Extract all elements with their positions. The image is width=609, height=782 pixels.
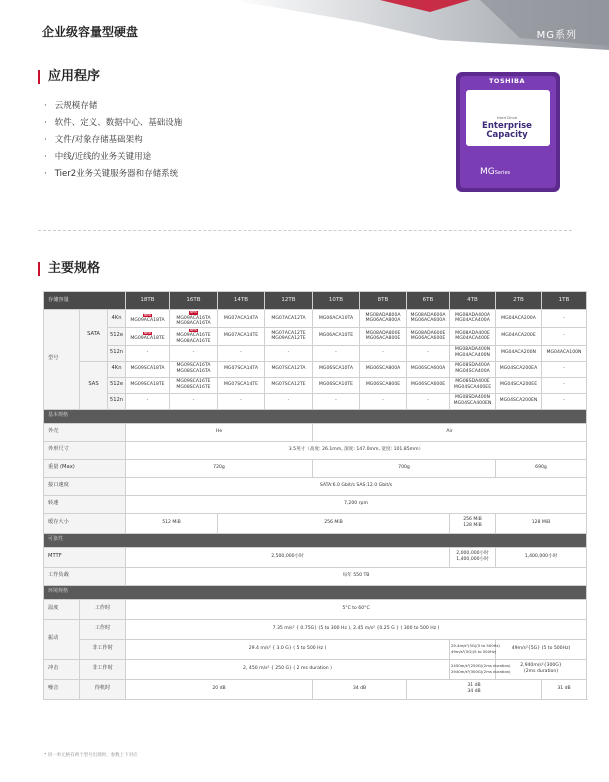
- new-badge: NEW: [189, 327, 198, 332]
- vibration-nonop-value: 29.4 m/s² { 3.0 G} ( 5 to 500 Hz ): [126, 639, 450, 659]
- list-item: · 云规模存储: [44, 98, 182, 115]
- mttf-row: [44, 547, 587, 567]
- shock-sub: 非工作时: [80, 659, 126, 679]
- format-label: 512n: [108, 393, 126, 409]
- model-cell: MG08ADA800A MG06ACA800A: [360, 310, 407, 328]
- model-cell: MG06SCA10TA: [313, 361, 360, 377]
- model-cell: -: [170, 393, 218, 409]
- drive-label-line1: Enterprise: [482, 121, 532, 131]
- weight-label: 重量 (Max): [44, 459, 126, 477]
- model-cell: MG08ADA400A MG04ACA400A: [450, 310, 496, 328]
- model-row: [44, 310, 587, 328]
- vibration-label: 振动: [44, 619, 80, 659]
- band-basic-label: 基本规格: [44, 409, 587, 423]
- model-cell: MG09SCA16TE MG08SCA16TE: [170, 377, 218, 393]
- section-divider: [38, 230, 572, 231]
- spec-table: [43, 291, 587, 700]
- model-cell: MG08ADA400N MG04ACA400N: [450, 345, 496, 361]
- list-item: · 软件、定义、数据中心、基础设施: [44, 115, 182, 132]
- weight-value: 720g: [126, 459, 313, 477]
- temperature-label: 温度: [44, 599, 80, 619]
- weight-row: [44, 459, 587, 477]
- model-cell: MG06SCA800A: [360, 361, 407, 377]
- mttf-value: 1,400,000小时: [496, 547, 587, 567]
- capacity-cell: 8TB: [360, 292, 407, 310]
- model-cell: NEW MG09ACA18TE: [126, 327, 170, 345]
- rpm-row: [44, 495, 587, 513]
- interface-type-label: SAS: [80, 361, 108, 409]
- model-cell: MG04SCA200EA: [496, 361, 542, 377]
- vibration-nonop-right: 49m/s²{5G} (5 to 500Hz): [496, 639, 587, 659]
- capacity-label: 存储容量: [44, 292, 126, 310]
- cache-value: 256 MiB 128 MiB: [450, 513, 496, 533]
- cache-row: [44, 513, 587, 533]
- list-item: · 文件/对象存储基础架构: [44, 132, 182, 149]
- workload-value: 每年 550 TB: [126, 567, 587, 585]
- list-item: · 中线/近线的业务关键用途: [44, 149, 182, 166]
- model-row: [44, 361, 587, 377]
- enclosure-label: 外壳: [44, 423, 126, 441]
- model-cell: MG08ADA400E MG04ACA400E: [450, 327, 496, 345]
- mttf-value: 2,000,000小时 1,400,000小时: [450, 547, 496, 567]
- model-cell: MG08SDA400N MG04SCA400EN: [450, 393, 496, 409]
- vibration-op-value: 7.35 m/s² { 0.75G} (5 to 300 Hz ), 2.45 m/s² {0.25 G } ( 300 to 500 Hz ): [126, 619, 587, 639]
- cache-label: 缓存大小: [44, 513, 126, 533]
- noise-value: 31 dB: [542, 679, 587, 699]
- model-cell: MG07ACA14TA: [218, 310, 265, 328]
- model-cell: -: [542, 361, 587, 377]
- noise-value: 31 dB 34 dB: [407, 679, 542, 699]
- capacity-cell: 4TB: [450, 292, 496, 310]
- applications-list: [44, 98, 182, 183]
- drive-series-label: [480, 167, 510, 177]
- weight-value: 690g: [496, 459, 587, 477]
- cache-value: 512 MiB: [126, 513, 218, 533]
- workload-row: [44, 567, 587, 585]
- new-badge: NEW: [143, 330, 152, 335]
- drive-brand: TOSHIBA: [489, 77, 525, 85]
- format-label: 512e: [108, 327, 126, 345]
- mttf-value: 2,500,000小时: [126, 547, 450, 567]
- model-cell: MG09SCA16TA MG08SCA16TA: [170, 361, 218, 377]
- applications-heading: 应用程序: [38, 70, 100, 84]
- capacity-cell: 10TB: [313, 292, 360, 310]
- model-cell: MG09SCA18TE: [126, 377, 170, 393]
- model-cell: MG07ACA14TE: [218, 327, 265, 345]
- band-basic: [44, 409, 587, 423]
- workload-label: 工作负载: [44, 567, 126, 585]
- interface-type-label: SATA: [80, 310, 108, 362]
- model-cell: MG06SCA10TE: [313, 377, 360, 393]
- drive-label-small: Hard Drive: [496, 115, 518, 120]
- model-cell: -: [126, 393, 170, 409]
- new-badge: NEW: [143, 312, 152, 317]
- noise-sub: 待机时: [80, 679, 126, 699]
- band-environment-label: 环境规格: [44, 585, 587, 599]
- capacity-cell: 6TB: [407, 292, 450, 310]
- series-tag: MG系列: [536, 30, 577, 41]
- capacity-cell: 16TB: [170, 292, 218, 310]
- model-rows: [44, 310, 587, 410]
- vibration-op-row: [44, 619, 587, 639]
- drive-series-suffix: Series: [494, 170, 511, 176]
- format-label: 512n: [108, 345, 126, 361]
- model-cell: MG08ADA600A MG06ACA600A: [407, 310, 450, 328]
- shock-value: 2, 450 m/s² { 250 G} ( 2 ms duration ): [126, 659, 450, 679]
- band-environment: [44, 585, 587, 599]
- hard-drive-image: [452, 70, 562, 194]
- vibration-nonop-small: 29.4m/s²(3G)(5 to 500Hz) 49m/s²(5G)(5 to 500Hz): [450, 639, 496, 659]
- drive-series-name: MG: [480, 167, 495, 177]
- model-cell: MG07ACA12TE MG09ACA12TE: [265, 327, 313, 345]
- model-cell: MG06SCA800E: [360, 377, 407, 393]
- format-label: 4Kn: [108, 361, 126, 377]
- shock-right: 2,940m/s²{300G} (2ms duration): [496, 659, 587, 679]
- temperature-sub: 工作时: [80, 599, 126, 619]
- interface-value: SATA:6.0 Gbit/s SAS:12.0 Gbit/s: [126, 477, 587, 495]
- model-cell: MG08ADA600E MG06ACA600E: [407, 327, 450, 345]
- model-cell: -: [313, 345, 360, 361]
- model-cell: MG04ACA200A: [496, 310, 542, 328]
- model-cell: MG07SCA12TE: [265, 377, 313, 393]
- vibration-sub-op: 工作时: [80, 619, 126, 639]
- model-cell: MG04SCA200EE: [496, 377, 542, 393]
- cache-value: 256 MiB: [218, 513, 450, 533]
- noise-value: 20 dB: [126, 679, 313, 699]
- model-cell: -: [542, 393, 587, 409]
- model-cell: -: [360, 393, 407, 409]
- capacity-cell: 2TB: [496, 292, 542, 310]
- model-cell: NEW MG09ACA18TA: [126, 310, 170, 328]
- cache-value: 128 MiB: [496, 513, 587, 533]
- model-cell: -: [170, 345, 218, 361]
- mttf-label: MTTF: [44, 547, 126, 567]
- model-row: [44, 327, 587, 345]
- model-cell: MG07ACA12TA: [265, 310, 313, 328]
- temperature-row: [44, 599, 587, 619]
- model-cell: MG06ACA10TE: [313, 327, 360, 345]
- model-row: [44, 393, 587, 409]
- model-row: [44, 377, 587, 393]
- model-cell: -: [126, 345, 170, 361]
- rpm-value: 7,200 rpm: [126, 495, 587, 513]
- model-cell: NEW MG09ACA16TE MG08ACA16TE: [170, 327, 218, 345]
- specs-heading: 主要规格: [38, 262, 100, 276]
- format-label: 512e: [108, 377, 126, 393]
- rpm-label: 转速: [44, 495, 126, 513]
- model-cell: MG07SCA14TA: [218, 361, 265, 377]
- model-cell: MG06SCA600E: [407, 377, 450, 393]
- interface-row: [44, 477, 587, 495]
- model-cell: -: [265, 393, 313, 409]
- model-cell: -: [313, 393, 360, 409]
- model-label: 型号: [44, 310, 80, 410]
- model-cell: -: [218, 345, 265, 361]
- new-badge: NEW: [189, 310, 198, 314]
- model-cell: MG04ACA100N: [542, 345, 587, 361]
- model-cell: MG04ACA200E: [496, 327, 542, 345]
- drive-label-line2: Capacity: [486, 130, 528, 140]
- model-cell: MG07SCA12TA: [265, 361, 313, 377]
- dimensions-row: [44, 441, 587, 459]
- enclosure-air: Air: [313, 423, 587, 441]
- model-cell: -: [265, 345, 313, 361]
- shock-row: [44, 659, 587, 679]
- dimensions-label: 外形尺寸: [44, 441, 126, 459]
- model-cell: MG08ADA800E MG06ACA800E: [360, 327, 407, 345]
- model-cell: MG08SDA400E MG04SCA400EE: [450, 377, 496, 393]
- band-reliability: [44, 533, 587, 547]
- temperature-value: 5°C to 60°C: [126, 599, 587, 619]
- capacity-cell: 1TB: [542, 292, 587, 310]
- enclosure-row: [44, 423, 587, 441]
- model-cell: NEW MG09ACA16TA MG08ACA16TA: [170, 310, 218, 328]
- model-cell: -: [218, 393, 265, 409]
- noise-label: 噪音: [44, 679, 80, 699]
- weight-value: 700g: [313, 459, 496, 477]
- format-label: 4Kn: [108, 310, 126, 328]
- noise-value: 34 dB: [313, 679, 407, 699]
- shock-small: 2450m/s²(250G)(2ms duration) 2940m/s²(300G)(2ms duration): [450, 659, 496, 679]
- model-cell: MG08SDA400A MG04SCA400A: [450, 361, 496, 377]
- model-cell: MG04ACA200N: [496, 345, 542, 361]
- model-cell: -: [407, 393, 450, 409]
- interface-label: 接口速度: [44, 477, 126, 495]
- list-item: · Tier2业务关键服务器和存储系统: [44, 166, 182, 183]
- capacity-cell: 18TB: [126, 292, 170, 310]
- model-cell: -: [542, 377, 587, 393]
- model-cell: -: [542, 327, 587, 345]
- model-cell: MG07SCA14TE: [218, 377, 265, 393]
- model-cell: MG09SCA18TA: [126, 361, 170, 377]
- page-title: 企业级容量型硬盘: [42, 25, 139, 39]
- footnote: * 同一单元格有两个型号出现时，参数上下对应: [44, 753, 138, 758]
- enclosure-he: He: [126, 423, 313, 441]
- capacity-header-row: [44, 292, 587, 310]
- band-reliability-label: 可靠性: [44, 533, 587, 547]
- model-cell: -: [407, 345, 450, 361]
- shock-label: 冲击: [44, 659, 80, 679]
- model-cell: -: [542, 310, 587, 328]
- vibration-sub-nonop: 非工作时: [80, 639, 126, 659]
- model-row: [44, 345, 587, 361]
- model-cell: -: [360, 345, 407, 361]
- dimensions-value: 3.5英寸（高度: 26.1mm, 深度: 147.0mm, 宽度: 101.85mm）: [126, 441, 587, 459]
- capacity-cell: 12TB: [265, 292, 313, 310]
- vibration-nonop-row: [44, 639, 587, 659]
- model-cell: MG04SCA200EN: [496, 393, 542, 409]
- model-cell: MG06SCA600A: [407, 361, 450, 377]
- capacity-cell: 14TB: [218, 292, 265, 310]
- noise-row: [44, 679, 587, 699]
- model-cell: MG06ACA10TA: [313, 310, 360, 328]
